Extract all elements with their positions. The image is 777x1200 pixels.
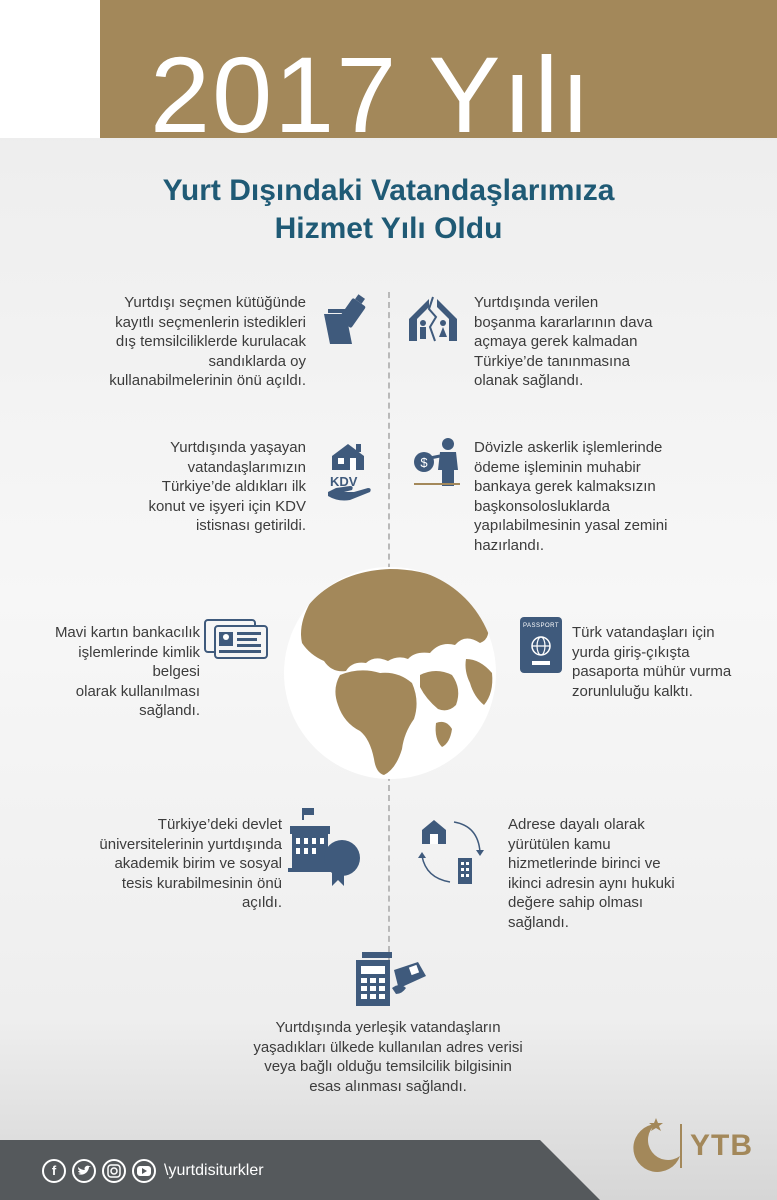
passport-icon: PASSPORT [520, 617, 562, 673]
year-title: 2017 Yılı [150, 34, 593, 155]
page-heading [0, 172, 777, 248]
globe-icon [280, 563, 500, 783]
item-military-text: Dövizle askerlik işlemlerinde ödeme işleminin muhabir bankaya gerek kalmaksızın başkonsolosluklarda yapılabilmesinin yasal zemini hazırlandı. [474, 439, 668, 554]
facebook-icon[interactable]: f [42, 1159, 66, 1183]
heading-line-1: Yurt Dışındaki Vatandaşlarımıza [162, 174, 615, 207]
passport-globe-icon [530, 635, 552, 657]
item-divorce-text: Yurtdışında verilen boşanma kararlarının dava açmaya gerek kalmadan Türkiye’de tanınmasına olanak sağlandı. [474, 294, 653, 389]
heading-line-2: Hizmet Yılı Oldu [274, 212, 503, 245]
broken-home-icon [405, 293, 461, 347]
item-kdv-text: Yurtdışında yaşayan vatandaşlarımızın Türkiye’de aldıkları ilk konut ve işyeri için KDV istisnası getirildi. [148, 439, 306, 534]
item-address-text: Adrese dayalı olarak yürütülen kamu hizmetlerinde birinci ve ikinci adresin aynı hukuki değere sahip olması sağlandı. [508, 816, 675, 931]
ytb-logo: YTB [690, 1129, 753, 1162]
crescent-star-logo-icon [628, 1116, 684, 1176]
university-building-icon [286, 806, 366, 888]
item-bluecard-text: Mavi kartın bankacılık işlemlerinde kimlik belgesi olarak kullanılması sağlandı. [54, 624, 200, 719]
address-exchange-icon [414, 812, 490, 888]
item-ballot-text: Yurtdışı seçmen kütüğünde kayıtlı seçmenlerin istedikleri dış temsilciliklerde kurulacak sandıklarda oy kullanabilmelerinin önü açıldı. [109, 294, 306, 389]
logo-divider [680, 1124, 682, 1168]
item-addressdata-text: Yurtdışında yerleşik vatandaşların yaşadıkları ülkede kullanılan adres verisi veya bağlı olduğu temsilcilik bilgisinin esas alınması sağlandı. [253, 1019, 523, 1095]
instagram-icon[interactable] [102, 1159, 126, 1183]
ballot-box-icon [320, 292, 380, 352]
social-handle[interactable]: \yurtdisiturkler [164, 1162, 264, 1179]
item-university-text: Türkiye’deki devlet üniversitelerinin yurtdışında akademik birim ve sosyal tesis kurabilmesinin önü açıldı. [99, 816, 282, 911]
id-cards-icon [203, 616, 269, 662]
svg-text:$: $ [420, 455, 428, 470]
soldier-payment-icon [410, 434, 466, 490]
item-passport-text: Türk vatandaşları için yurda giriş-çıkışta pasaporta mühür vurma zorunluluğu kalktı. [572, 624, 732, 700]
kdv-label: KDV [330, 474, 358, 489]
address-data-icon [352, 950, 432, 1008]
twitter-icon[interactable] [72, 1159, 96, 1183]
youtube-icon[interactable] [132, 1159, 156, 1183]
